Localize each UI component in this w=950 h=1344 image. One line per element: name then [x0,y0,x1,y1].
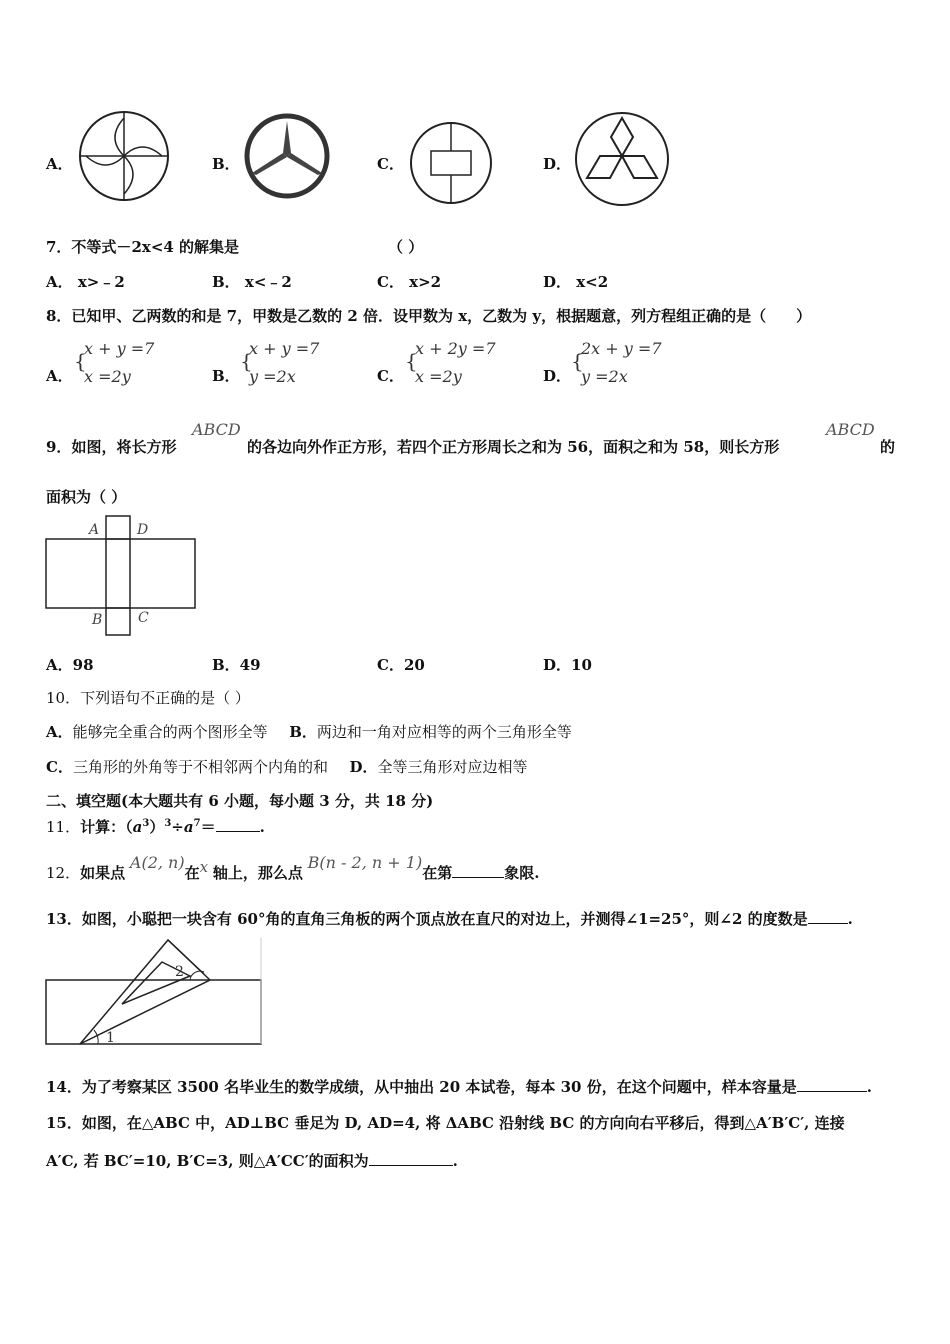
q8-brace-a: { [74,349,87,373]
q8-system-c-eq1: x + 2y =7 [415,339,496,358]
q8-option-b-label: B． [212,367,240,385]
q8-system-b-eq1: x + y =7 [249,339,320,358]
q11-mid: ） [149,818,165,836]
q13-answer-blank[interactable] [808,909,848,924]
q12-line [46,853,540,883]
q6-figure-a-pinwheel-icon [76,108,172,204]
q9-label-d: D [137,522,149,538]
q6-option-c-label: C． [377,155,404,173]
q8-system-d-eq2: y =2x [581,367,628,386]
q9-rect-name-1: ABCD [192,420,241,439]
q10-a-text: 能够完全重合的两个图形全等 [72,723,268,741]
q10-row1 [46,721,572,742]
q8-brace-d: { [571,349,584,373]
q8-system-b-eq2: y =2x [249,367,296,386]
q10-d-text: 全等三角形对应边相等 [377,758,528,776]
q12-t5: 象限. [504,864,540,882]
q9-stem-d: 面积为（ ） [46,488,127,506]
q13-label-angle-2: 2 [175,964,184,980]
q11-prefix: 计算：（ [80,818,133,836]
q10-b-text: 两边和一角对应相等的两个三角形全等 [316,723,572,741]
q6-figure-c-circle-rect-icon [408,120,494,206]
q9-option-a: A．98 [46,656,94,674]
q10-a-label: A． [46,723,73,741]
q14-line [46,1076,872,1097]
q7-option-b: B． x<﹣2 [212,273,292,291]
q8-system-a-eq1: x + y =7 [84,339,155,358]
q7-paren: （ ） [388,238,424,256]
q9-label-c: C [138,610,149,626]
q9-stem-b: 的各边向外作正方形，若四个正方形周长之和为 56，面积之和为 58，则长方形 [247,438,780,456]
q11-answer-blank[interactable] [216,817,260,832]
q6-option-b-label: B． [212,155,240,173]
q9-stem-line1 [46,436,176,457]
q15-answer-blank[interactable] [369,1151,453,1166]
q12-x: x [199,858,209,876]
q6-figure-b-star-icon [244,113,330,199]
q10-c-text: 三角形的外角等于不相邻两个内角的和 [72,758,328,776]
q8-brace-b: { [240,349,253,373]
q15-line1: 15．如图，在△ABC 中，AD⊥BC 垂足为 D, AD=4, 将 ΔABC 沿射线 BC 的方向向右平移后，得到△A′B′C′, 连接 [46,1114,845,1132]
q9-stem-c: 的 [880,438,896,456]
q14-end: . [866,1078,872,1096]
q9-option-c: C．20 [377,656,425,674]
q9-stem-a: 如图，将长方形 [71,438,177,456]
q11-line [46,816,265,837]
q7-option-d: D． x<2 [543,273,609,291]
q12-point-b: B(n - 2, n + 1) [307,853,423,872]
q10-c-label: C． [46,758,73,776]
q13-end: . [847,910,853,928]
q11-e2: 3 [164,818,172,829]
q12-answer-blank[interactable] [452,863,504,878]
q11-div: ÷ [171,818,184,836]
q8-option-a-label: A． [46,367,73,385]
q8-system-a-eq2: x =2y [84,367,131,386]
q6-option-d-label: D． [543,155,572,173]
q11-a2: a [183,818,194,836]
q8-stem: 8．已知甲、乙两数的和是 7，甲数是乙数的 2 倍．设甲数为 x，乙数为 y，根据题意，列方程组正确的是（ ） [46,307,812,325]
q8-system-c-eq2: x =2y [415,367,462,386]
q12-number: 12． [46,864,81,882]
q11-number: 11． [46,818,81,836]
q11-a1: a [132,818,143,836]
q7-stem: 7．不等式－2x<4 的解集是 [46,238,240,256]
q13-figure-ruler-triangle [44,936,266,1048]
section-2-heading: 二、填空题(本大题共有 6 小题，每小题 3 分，共 18 分) [46,792,434,810]
q15-line2 [46,1150,458,1171]
q10-row2 [46,756,528,777]
q14-stem: 14．为了考察某区 3500 名毕业生的数学成绩，从中抽出 20 本试卷，每本 30 份，在这个问题中，样本容量是 [46,1078,797,1096]
q8-brace-c: { [405,349,418,373]
q12-t1: 如果点 [80,864,126,882]
q9-label-b: B [92,612,103,628]
q12-t3: 轴上，那么点 [212,864,303,882]
q15-line2-text: A′C, 若 BC′=10, B′C=3, 则△A′CC′的面积为 [46,1152,369,1170]
q12-t4: 在第 [422,864,453,882]
q6-figure-d-diamonds-icon [572,110,672,208]
q11-e3: 7 [193,818,201,829]
q11-e1: 3 [142,818,150,829]
q9-option-b: B．49 [212,656,261,674]
q13-line [46,908,853,929]
q8-system-d-eq1: 2x + y =7 [581,339,662,358]
q9-figure-rect-squares [44,514,199,638]
q15-end: . [452,1152,458,1170]
q9-label-a: A [89,522,100,538]
q8-option-d-label: D． [543,367,572,385]
q7-option-a: A． x>﹣2 [46,273,125,291]
q13-stem: 13．如图，小聪把一块含有 60°角的直角三角板的两个顶点放在直尺的对边上，并测得∠1=25°，则∠2 的度数是 [46,910,808,928]
q8-option-c-label: C． [377,367,404,385]
q10-d-label: D． [349,758,378,776]
q9-option-d: D．10 [543,656,592,674]
q14-answer-blank[interactable] [797,1077,867,1092]
q6-option-a-label: A． [46,155,73,173]
q12-t2: 在 [184,864,200,882]
q11-end: . [259,818,265,836]
q9-rect-name-2: ABCD [826,420,875,439]
q7-option-c: C． x>2 [377,273,442,291]
q13-label-angle-1: 1 [106,1030,115,1046]
q12-point-a: A(2, n) [129,853,185,872]
q9-number: 9． [46,438,72,456]
q10-b-label: B． [289,723,317,741]
q10-stem: 10．下列语句不正确的是（ ） [46,689,250,707]
q11-eq: ＝ [200,818,216,836]
